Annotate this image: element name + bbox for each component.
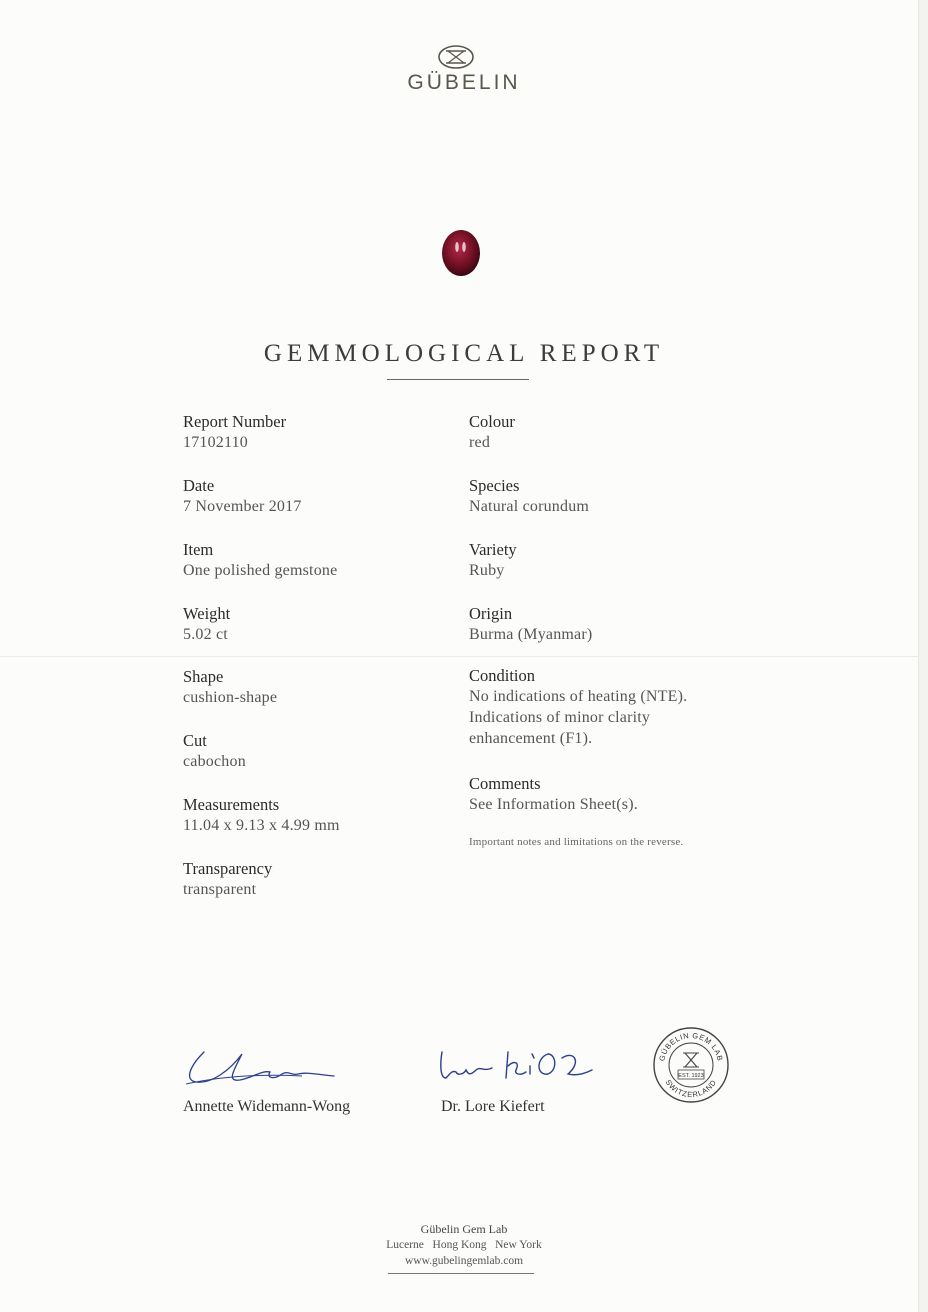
field-label: Shape (183, 667, 224, 686)
field-item (183, 539, 337, 581)
footer-cities: Lucerne Hong Kong New York (386, 1239, 542, 1251)
signer-name: Annette Widemann-Wong (183, 1098, 351, 1115)
field-comments (469, 773, 638, 815)
field-label: Species (469, 476, 520, 495)
field-label: Colour (469, 412, 515, 431)
field-value: red (469, 434, 491, 451)
field-value: One polished gemstone (183, 562, 338, 579)
field-variety (469, 539, 517, 581)
field-value: Burma (Myanmar) (469, 626, 593, 643)
report-title: GEMMOLOGICAL REPORT (263, 340, 665, 367)
field-value-line: Indications of minor clarity (469, 709, 651, 726)
title-divider (387, 379, 529, 380)
field-value: transparent (183, 881, 257, 898)
footer (0, 1221, 928, 1269)
brand-name: GÜBELIN (407, 71, 521, 94)
field-condition (469, 665, 687, 749)
svg-text:GÜBELIN GEM LAB (657, 1031, 725, 1062)
seal-top-text: GÜBELIN GEM LAB (657, 1030, 725, 1063)
field-cut (183, 730, 246, 772)
field-label: Variety (469, 540, 517, 559)
footer-lab-name: Gübelin Gem Lab (420, 1222, 508, 1236)
field-value: See Information Sheet(s). (469, 796, 638, 813)
field-label: Date (183, 476, 215, 495)
field-label: Transparency (183, 859, 273, 878)
field-value-line: No indications of heating (NTE). (469, 688, 688, 705)
gubelin-gem-lab-seal (652, 1026, 730, 1104)
field-value: Natural corundum (469, 498, 590, 515)
field-label: Cut (183, 731, 207, 750)
signature-widemann-wong (182, 1040, 342, 1092)
reverse-notes: Important notes and limitations on the reverse. (469, 836, 684, 848)
field-value: 17102110 (183, 434, 249, 451)
seal-bottom-text: SWITZERLAND (663, 1077, 719, 1100)
field-measurements (183, 794, 340, 836)
ruby-gem-image (439, 227, 483, 279)
field-label: Condition (469, 666, 536, 685)
field-label: Measurements (183, 795, 280, 814)
field-weight (183, 603, 230, 645)
field-value: cushion-shape (183, 689, 278, 706)
field-transparency (183, 858, 272, 900)
field-report-number (183, 411, 286, 453)
field-value: 11.04 x 9.13 x 4.99 mm (183, 817, 340, 834)
field-value-line: enhancement (F1). (469, 730, 593, 747)
field-label: Item (183, 540, 214, 559)
field-origin (469, 603, 592, 645)
field-shape (183, 666, 277, 708)
field-date (183, 475, 302, 517)
field-label: Weight (183, 604, 231, 623)
field-label: Report Number (183, 412, 287, 431)
field-label: Origin (469, 604, 513, 623)
footer-website[interactable]: www.gubelingemlab.com (404, 1255, 524, 1267)
field-value: 5.02 ct (183, 626, 228, 643)
field-colour (469, 411, 515, 453)
field-value: cabochon (183, 753, 246, 770)
footer-divider (388, 1273, 534, 1274)
seal-est-text: EST. 1923 (678, 1073, 704, 1079)
gubelin-emblem-icon (437, 44, 475, 70)
fold-line (0, 656, 928, 657)
field-species (469, 475, 589, 517)
field-value: Ruby (469, 562, 505, 579)
signature-kiefert (436, 1044, 596, 1088)
signer-name: Dr. Lore Kiefert (441, 1098, 545, 1115)
field-value: 7 November 2017 (183, 498, 302, 515)
page-edge (918, 0, 928, 1312)
field-label: Comments (469, 774, 541, 793)
